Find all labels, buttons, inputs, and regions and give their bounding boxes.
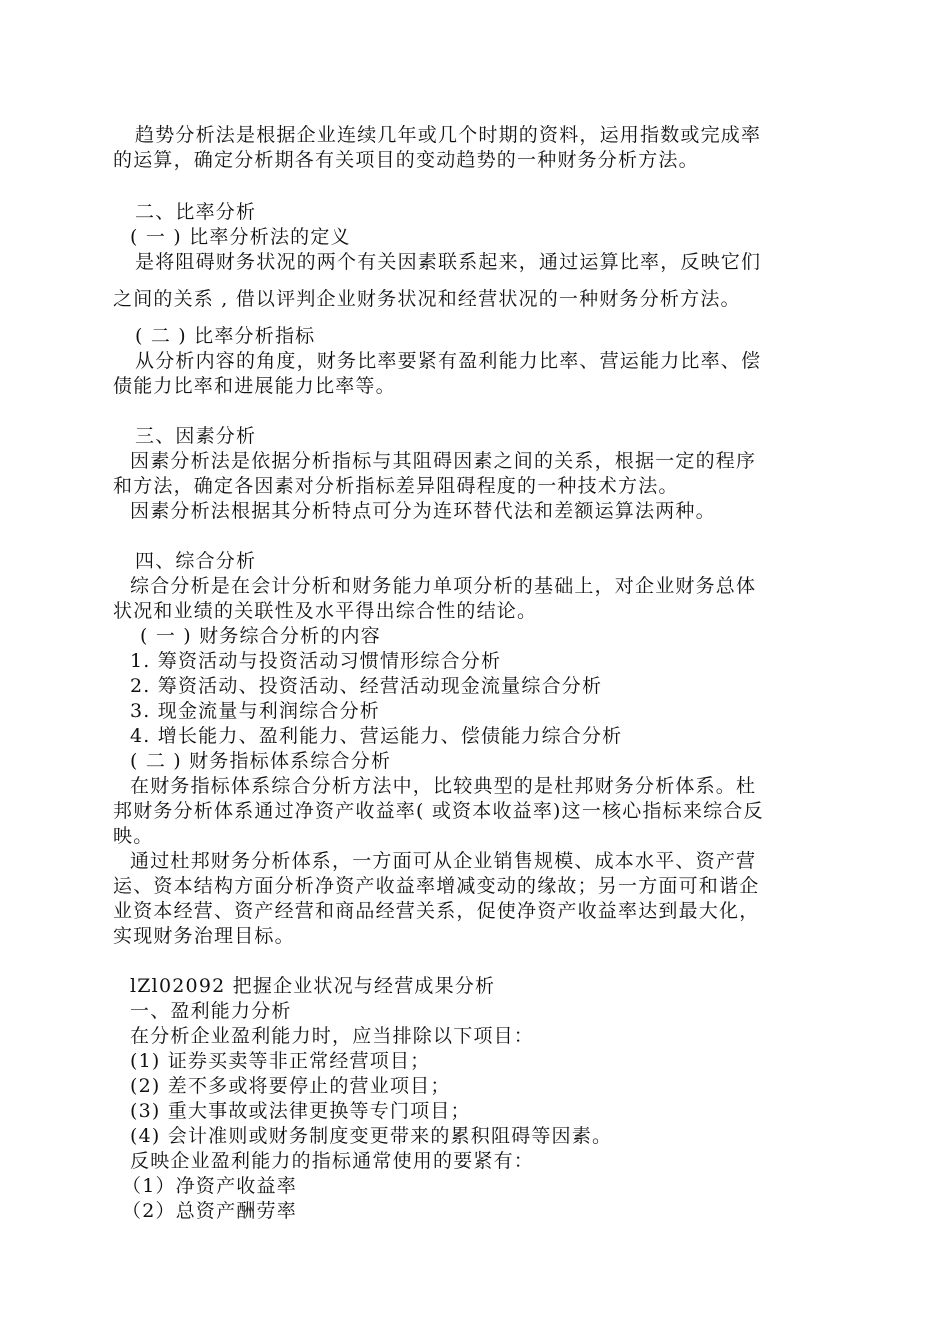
section-heading-ratio-analysis: 二、比率分析 — [135, 201, 257, 223]
subheading-comprehensive-content: ( 一 ) 财务综合分析的内容 — [140, 625, 381, 647]
trend-analysis-paragraph-line-2: 的运算，确定分析期各有关项目的变动趋势的一种财务分析方法。 — [113, 149, 699, 171]
indicator-item-2: （2）总资产酬劳率 — [122, 1200, 297, 1222]
comprehensive-analysis-line-1: 综合分析是在会计分析和财务能力单项分析的基础上，对企业财务总体 — [130, 575, 757, 597]
dupont-line-1: 在财务指标体系综合分析方法中，比较典型的是杜邦财务分析体系。杜 — [130, 775, 757, 797]
ratio-indicators-line-1: 从分析内容的角度，财务比率要紧有盈利能力比率、营运能力比率、偿 — [135, 350, 762, 372]
subheading-indicator-system: ( 二 ) 财务指标体系综合分析 — [130, 750, 392, 772]
dupont-benefits-line-2: 运、资本结构方面分析净资产收益率增减变动的缘故；另一方面可和谐企 — [113, 875, 760, 897]
factor-analysis-line-1: 因素分析法是依据分析指标与其阻碍因素之间的关系，根据一定的程序 — [130, 450, 757, 472]
list-item-4: 4. 增长能力、盈利能力、营运能力、偿债能力综合分析 — [130, 725, 623, 747]
profitability-indicators-intro: 反映企业盈利能力的指标通常使用的要紧有： — [130, 1150, 535, 1172]
dupont-benefits-line-3: 业资本经营、资产经营和商品经营关系，促使净资产收益率达到最大化， — [113, 900, 760, 922]
ratio-definition-line-2: 之间的关系 , 借以评判企业财务状况和经营状况的一种财务分析方法。 — [113, 288, 741, 310]
exclusion-item-4: (4) 会计准则或财务制度变更带来的累积阻碍等因素。 — [130, 1125, 613, 1147]
exclusion-item-2: (2) 差不多或将要停止的营业项目； — [130, 1075, 451, 1097]
ratio-indicators-line-2: 债能力比率和进展能力比率等。 — [113, 375, 396, 397]
list-item-1: 1. 筹资活动与投资活动习惯情形综合分析 — [130, 650, 502, 672]
subheading-ratio-indicators: ( 二 ) 比率分析指标 — [135, 325, 316, 347]
dupont-benefits-line-1: 通过杜邦财务分析体系，一方面可从企业销售规模、成本水平、资产营 — [130, 850, 757, 872]
comprehensive-analysis-line-2: 状况和业绩的关联性及水平得出综合性的结论。 — [113, 600, 538, 622]
dupont-line-3: 映。 — [113, 825, 154, 847]
section-heading-status-and-results: lZl02092 把握企业状况与经营成果分析 — [130, 975, 496, 997]
subheading-ratio-definition: ( 一 ) 比率分析法的定义 — [130, 226, 351, 248]
section-heading-comprehensive-analysis: 四、综合分析 — [135, 550, 257, 572]
dupont-line-2: 邦财务分析体系通过净资产收益率( 或资本收益率)这一核心指标来综合反 — [113, 800, 764, 822]
exclusion-item-3: (3) 重大事故或法律更换等专门项目； — [130, 1100, 471, 1122]
factor-analysis-line-2: 和方法，确定各因素对分析指标差异阻碍程度的一种技术方法。 — [113, 475, 679, 497]
factor-analysis-line-3: 因素分析法根据其分析特点可分为连环替代法和差额运算法两种。 — [130, 500, 716, 522]
exclusion-item-1: (1) 证券买卖等非正常经营项目； — [130, 1050, 431, 1072]
list-item-2: 2. 筹资活动、投资活动、经营活动现金流量综合分析 — [130, 675, 603, 697]
section-heading-factor-analysis: 三、因素分析 — [135, 425, 257, 447]
list-item-3: 3. 现金流量与利润综合分析 — [130, 700, 380, 722]
profitability-intro: 在分析企业盈利能力时，应当排除以下项目： — [130, 1025, 535, 1047]
indicator-item-1: （1）净资产收益率 — [122, 1175, 297, 1197]
section-heading-profitability: 一、盈利能力分析 — [130, 1000, 292, 1022]
ratio-definition-line-1: 是将阻碍财务状况的两个有关因素联系起来，通过运算比率，反映它们 — [135, 251, 762, 273]
trend-analysis-paragraph-line-1: 趋势分析法是根据企业连续几年或几个时期的资料，运用指数或完成率 — [135, 124, 762, 146]
dupont-benefits-line-4: 实现财务治理目标。 — [113, 925, 295, 947]
